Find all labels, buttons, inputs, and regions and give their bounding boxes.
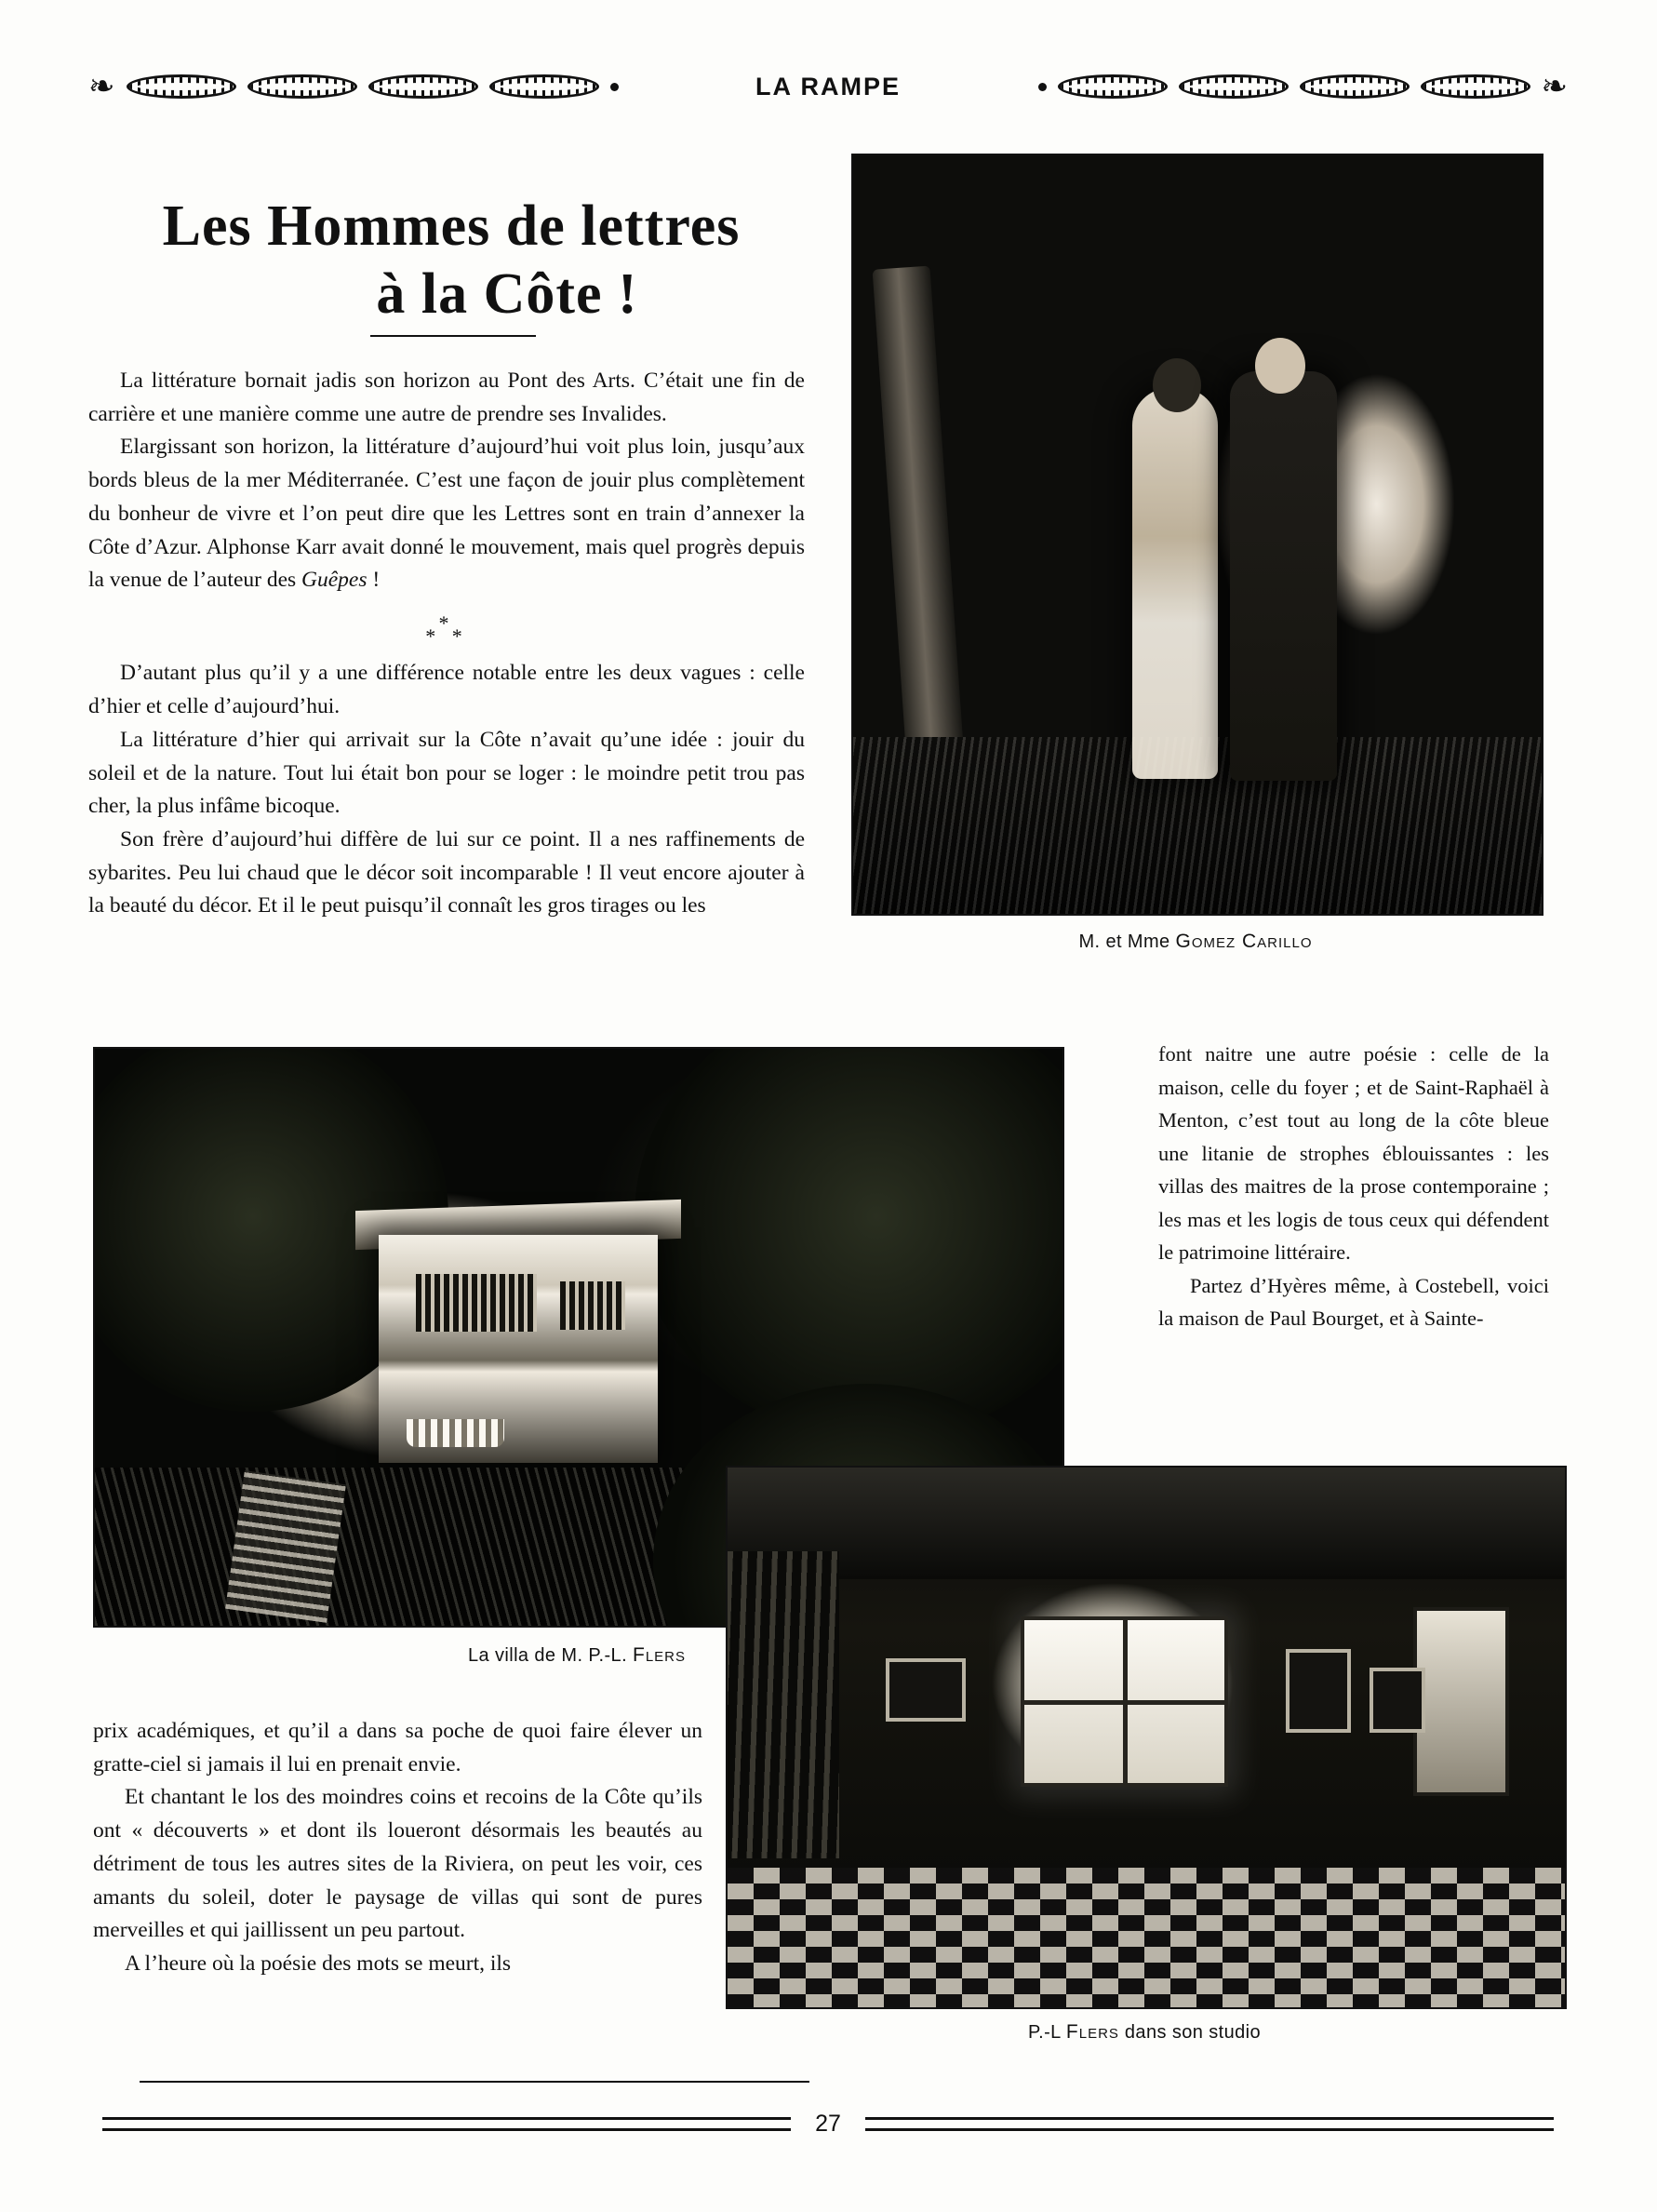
- wall-picture-frame-shape: [886, 1658, 966, 1722]
- caption-text: La villa de M. P.-L.: [467, 1645, 633, 1666]
- paragraph: A l’heure où la poésie des mots se meurt, ils: [125, 1951, 512, 1977]
- ornament-leaf-icon: [127, 74, 236, 99]
- caption-text-post: dans son studio: [1118, 2022, 1261, 2043]
- caption-text-pre: P.-L: [1028, 2022, 1066, 2043]
- foliage-shape: [635, 1047, 1064, 1440]
- star-bottom-left: *: [425, 624, 442, 649]
- ornament-leaf-icon: [1421, 74, 1530, 99]
- caption-name: Gomez Carillo: [1175, 931, 1313, 952]
- paragraph: Son frère d’aujourd’hui diffère de lui sur ce point. Il a nes raffinements de sybarites. Peu lui chaud que le décor soit incomparable ! Il veut encore ajouter à la beauté du décor. Et il le peut puisqu’il connaît les gros tirages ou les: [88, 827, 805, 918]
- paragraph: La littérature bornait jadis son horizon au Pont des Arts. C’était une fin de carrière et une manière comme une autre de prendre ses Invalides.: [88, 369, 805, 426]
- body-text-left-top: [88, 365, 805, 923]
- figure-man-shape: [1230, 371, 1337, 781]
- ornament-leaf-icon: [1058, 74, 1168, 99]
- photo-gomez-carillo: [851, 154, 1543, 916]
- paragraph: Et chantant le los des moindres coins et recoins de la Côte qu’ils ont « découverts » et dont ils loueront désormais les beautés au détriment de tous les autres sites de la Riviera, on peut les voir, ces amants du soleil, doter le paysage de villas qui sont de pures merveilles et qui jaillissent un peu partout.: [93, 1785, 702, 1943]
- paragraph: Elargissant son horizon, la littérature d’aujourd’hui voit plus loin, jusqu’aux bords bleus de la mer Méditerranée. C’est une façon de jouir plus complètement du bonheur de vivre et l’on peut dire que les Lettres sont en train d’annexer la Côte d’Azur. Alphonse Karr avait donné le mouvement, mais quel progrès depuis la venue de l’auteur des Guêpes !: [88, 435, 805, 593]
- caption-name: Flers: [633, 1644, 687, 1666]
- body-text-left-bottom: [93, 1715, 702, 1981]
- figure-man-head-shape: [1255, 338, 1305, 394]
- villa-window-shape: [416, 1274, 537, 1332]
- caption-text: M. et Mme: [1078, 932, 1176, 952]
- ornament-run-right: [1038, 68, 1569, 105]
- paragraph: prix académiques, et qu’il a dans sa poche de quoi faire élever un gratte-ciel si jamais il lui en prenait envie.: [93, 1719, 702, 1776]
- star-top: *: [438, 611, 455, 636]
- figure-woman-head-shape: [1153, 358, 1201, 412]
- masthead: [88, 65, 1568, 108]
- ornament-leaf-icon: [247, 74, 357, 99]
- headline-line-2: à la Côte !: [376, 261, 638, 326]
- magazine-title: LA RAMPE: [755, 72, 901, 101]
- photo-flers-studio: [726, 1466, 1567, 2009]
- star-bottom-right: *: [451, 624, 468, 649]
- article-headline: [84, 193, 819, 328]
- villa-window-shape: [560, 1281, 625, 1330]
- villa-awning-shape: [407, 1419, 504, 1447]
- footer-rule-left: [102, 2117, 791, 2131]
- garden-steps-shape: [225, 1470, 346, 1623]
- ornament-dot-icon: [610, 83, 619, 91]
- page-footer: [102, 2111, 1554, 2138]
- footer-rule-right: [865, 2117, 1554, 2131]
- caption-name: Flers: [1065, 2021, 1119, 2043]
- ornament-leaf-icon: [368, 74, 478, 99]
- ornament-leaf-icon: [489, 74, 599, 99]
- ornament-cap-left-icon: ❧: [88, 68, 115, 105]
- studio-side-window-shape: [1413, 1607, 1509, 1796]
- paragraph: Partez d’Hyères même, à Costebell, voici la maison de Paul Bourget, et à Sainte-: [1158, 1273, 1549, 1331]
- wall-picture-frame-shape: [1286, 1649, 1351, 1733]
- tree-trunk-shape: [873, 266, 967, 790]
- ornament-leaf-icon: [1300, 74, 1410, 99]
- headline-divider-rule: [370, 335, 536, 337]
- wall-picture-frame-shape: [1370, 1668, 1425, 1733]
- studio-window-shape: [1021, 1616, 1228, 1787]
- caption-flers-studio: [726, 2021, 1563, 2044]
- ornament-run-left: [88, 68, 619, 105]
- caption-gomez-carillo: [851, 931, 1540, 953]
- ceiling-shape: [728, 1468, 1565, 1579]
- ornament-cap-right-icon: ❧: [1541, 68, 1568, 105]
- bottom-column-rule: [140, 2081, 809, 2083]
- ornament-dot-icon: [1038, 83, 1047, 91]
- checkered-floor-shape: [728, 1868, 1565, 2007]
- ornament-leaf-icon: [1179, 74, 1289, 99]
- paragraph: La littérature d’hier qui arrivait sur la Côte n’avait qu’une idée : jouir du soleil et de la nature. Tout lui était bon pour se loger : le moindre petit trou pas cher, la plus infâme bicoque.: [88, 727, 805, 819]
- drapery-shape: [728, 1551, 839, 1858]
- body-text-right-middle: [1158, 1038, 1549, 1335]
- page-number: 27: [815, 2111, 841, 2137]
- figure-woman-shape: [1132, 388, 1218, 779]
- star-divider: [88, 612, 805, 648]
- paragraph: D’autant plus qu’il y a une différence notable entre les deux vagues : celle d’hier et celle d’aujourd’hui.: [88, 661, 805, 719]
- paragraph: font naitre une autre poésie : celle de la maison, celle du foyer ; et de Saint-Raphaël à Menton, c’est tout au long de la côte bleue une litanie de strophes éblouissantes : les villas des maitres de la prose contemporaine ; les mas et les logis de tous ceux qui défendent le patrimoine littéraire.: [1158, 1042, 1549, 1265]
- headline-line-1: Les Hommes de lettres: [162, 194, 741, 258]
